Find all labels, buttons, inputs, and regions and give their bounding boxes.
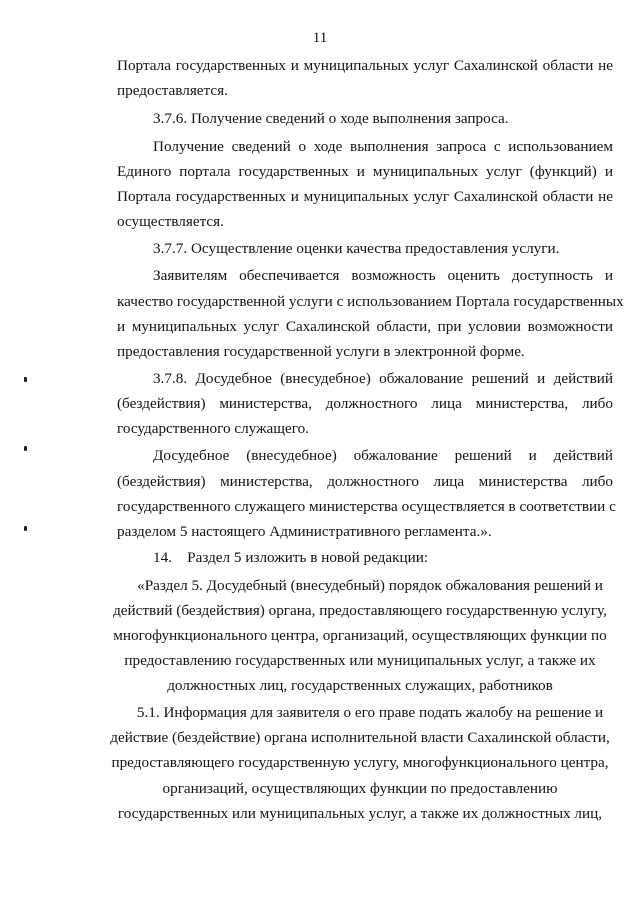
- subsection-title: предоставляющего государственную услугу, многофункционального центра,: [111, 754, 609, 771]
- margin-mark: [24, 377, 27, 382]
- text-line: государственного служащего министерства осуществляется в соответствии с: [117, 498, 616, 515]
- text-line: Портала государственных и муниципальных услуг Сахалинской области не: [117, 57, 613, 74]
- section-heading: 3.7.8. Досудебное (внесудебное) обжалование решений и действий: [153, 370, 613, 387]
- section-title: должностных лиц, государственных служащих, работников: [167, 677, 553, 694]
- section-title: предоставлению государственных или муниципальных услуг, а также их: [124, 652, 596, 669]
- section-heading: 3.7.6. Получение сведений о ходе выполнения запроса.: [153, 110, 509, 127]
- text-line: Досудебное (внесудебное) обжалование решений и действий: [153, 447, 613, 464]
- subsection-title: государственных или муниципальных услуг, а также их должностных лиц,: [117, 805, 603, 822]
- margin-mark: [24, 446, 27, 451]
- text-line: (бездействия) министерства, должностного лица министерства, либо: [117, 395, 613, 412]
- subsection-title: организаций, осуществляющих функции по предоставлению: [162, 780, 558, 797]
- text-line: Портала государственных и муниципальных услуг Сахалинской области не: [117, 188, 613, 205]
- page-number: 11: [312, 30, 328, 46]
- text-line: качество государственной услуги с использованием Портала государственных: [117, 293, 624, 310]
- text-line: разделом 5 настоящего Административного регламента.».: [117, 523, 492, 540]
- text-line: осуществляется.: [117, 213, 224, 230]
- text-line: Заявителям обеспечивается возможность оценить доступность и: [153, 267, 613, 284]
- section-title: «Раздел 5. Досудебный (внесудебный) порядок обжалования решений и: [137, 577, 603, 594]
- section-title: действий (бездействия) органа, предоставляющего государственную услугу,: [113, 602, 607, 619]
- text-line: и муниципальных услуг Сахалинской области, при условии возможности: [117, 318, 613, 335]
- text-line: Единого портала государственных и муниципальных услуг (функций) и: [117, 163, 613, 180]
- section-title: многофункционального центра, организаций, осуществляющих функции по: [113, 627, 607, 644]
- subsection-title: 5.1. Информация для заявителя о его праве подать жалобу на решение и: [136, 704, 604, 721]
- text-line: (бездействия) министерства, должностного лица министерства либо: [117, 473, 613, 490]
- margin-mark: [24, 526, 27, 531]
- section-heading: 3.7.7. Осуществление оценки качества предоставления услуги.: [153, 240, 560, 257]
- subsection-title: действие (бездействие) органа исполнительной власти Сахалинской области,: [110, 729, 610, 746]
- text-line: государственного служащего.: [117, 420, 309, 437]
- text-line: предоставляется.: [117, 82, 228, 99]
- text-line: предоставления государственной услуги в электронной форме.: [117, 343, 525, 360]
- amendment-item: 14. Раздел 5 изложить в новой редакции:: [153, 549, 429, 566]
- text-line: Получение сведений о ходе выполнения запроса с использованием: [153, 138, 613, 155]
